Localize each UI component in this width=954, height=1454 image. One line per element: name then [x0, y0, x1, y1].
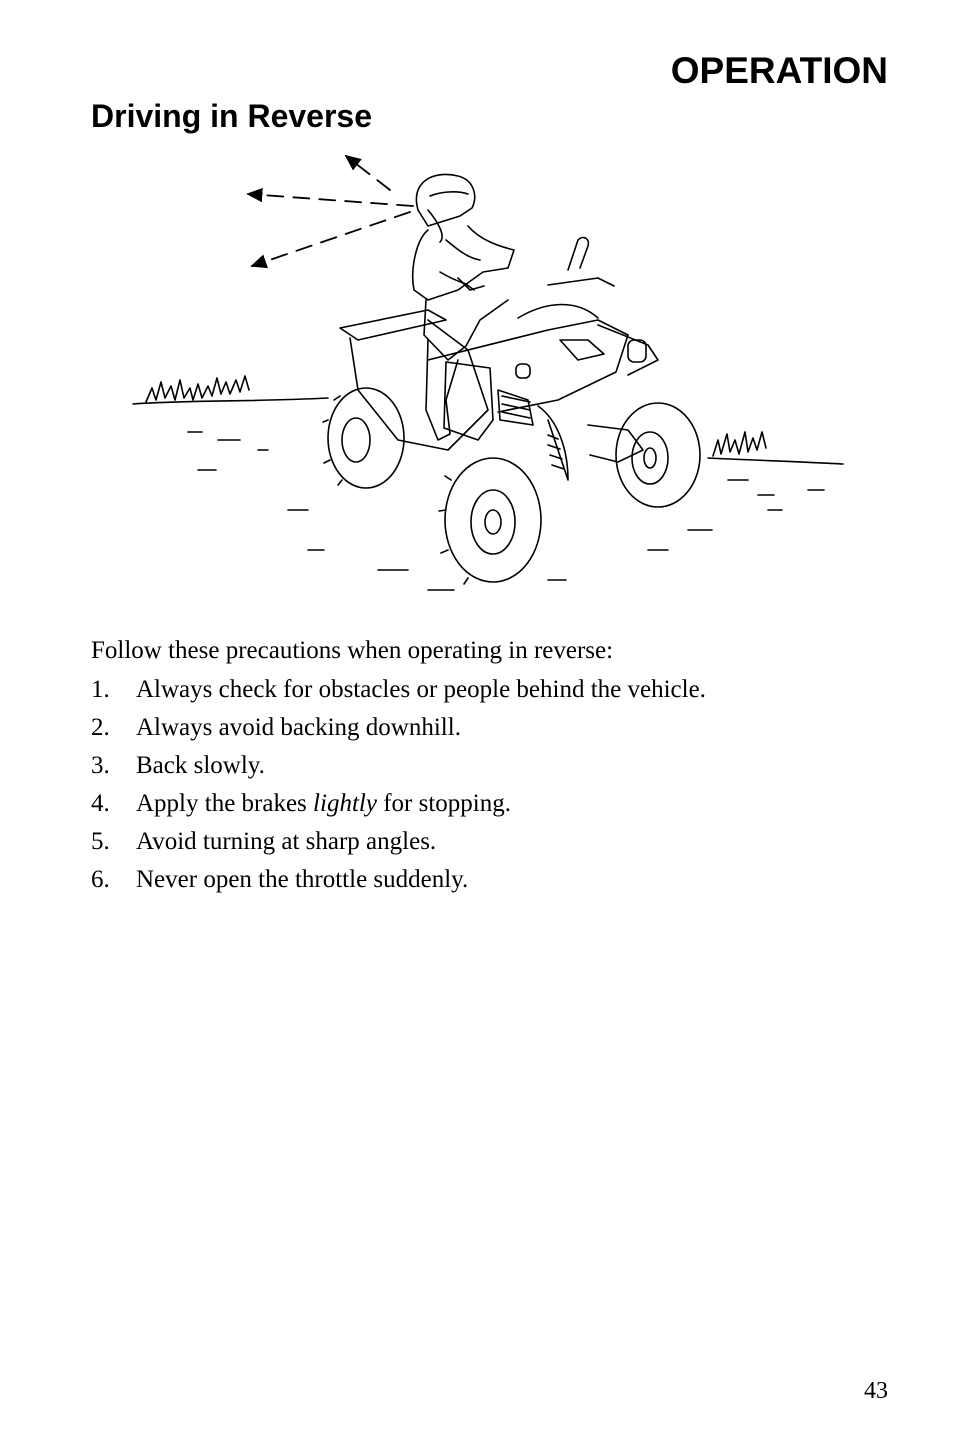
- list-item-number: 5.: [91, 828, 110, 855]
- list-item-number: 6.: [91, 866, 110, 893]
- precaution-list: [91, 674, 706, 902]
- list-item-number: 2.: [91, 714, 110, 741]
- list-item-text: Back slowly.: [136, 752, 265, 779]
- list-item-number: 4.: [91, 790, 110, 817]
- atv-reverse-illustration: [128, 150, 848, 595]
- look-direction-arrows: [248, 156, 413, 266]
- intro-text: Follow these precautions when operating in reverse:: [91, 637, 614, 664]
- list-item: [91, 750, 706, 788]
- list-item: [91, 864, 706, 902]
- page-number: 43: [864, 1378, 888, 1404]
- list-item-text: Always avoid backing downhill.: [136, 714, 461, 741]
- list-item-number: 3.: [91, 752, 110, 779]
- page-title: Driving in Reverse: [91, 98, 372, 134]
- list-item: [91, 826, 706, 864]
- list-item-text: Always check for obstacles or people behind the vehicle.: [136, 676, 706, 703]
- atv-body: [340, 238, 658, 480]
- list-item-text: Apply the brakes lightly for stopping.: [136, 790, 511, 817]
- list-item-text: Avoid turning at sharp angles.: [136, 828, 437, 855]
- front-wheels: [439, 403, 700, 584]
- list-item-number: 1.: [91, 676, 110, 703]
- section-title: OPERATION: [670, 50, 888, 91]
- rear-wheel: [323, 388, 404, 488]
- list-item: [91, 788, 706, 826]
- list-item: [91, 674, 706, 712]
- list-item-text: Never open the throttle suddenly.: [136, 866, 469, 893]
- list-item: [91, 712, 706, 750]
